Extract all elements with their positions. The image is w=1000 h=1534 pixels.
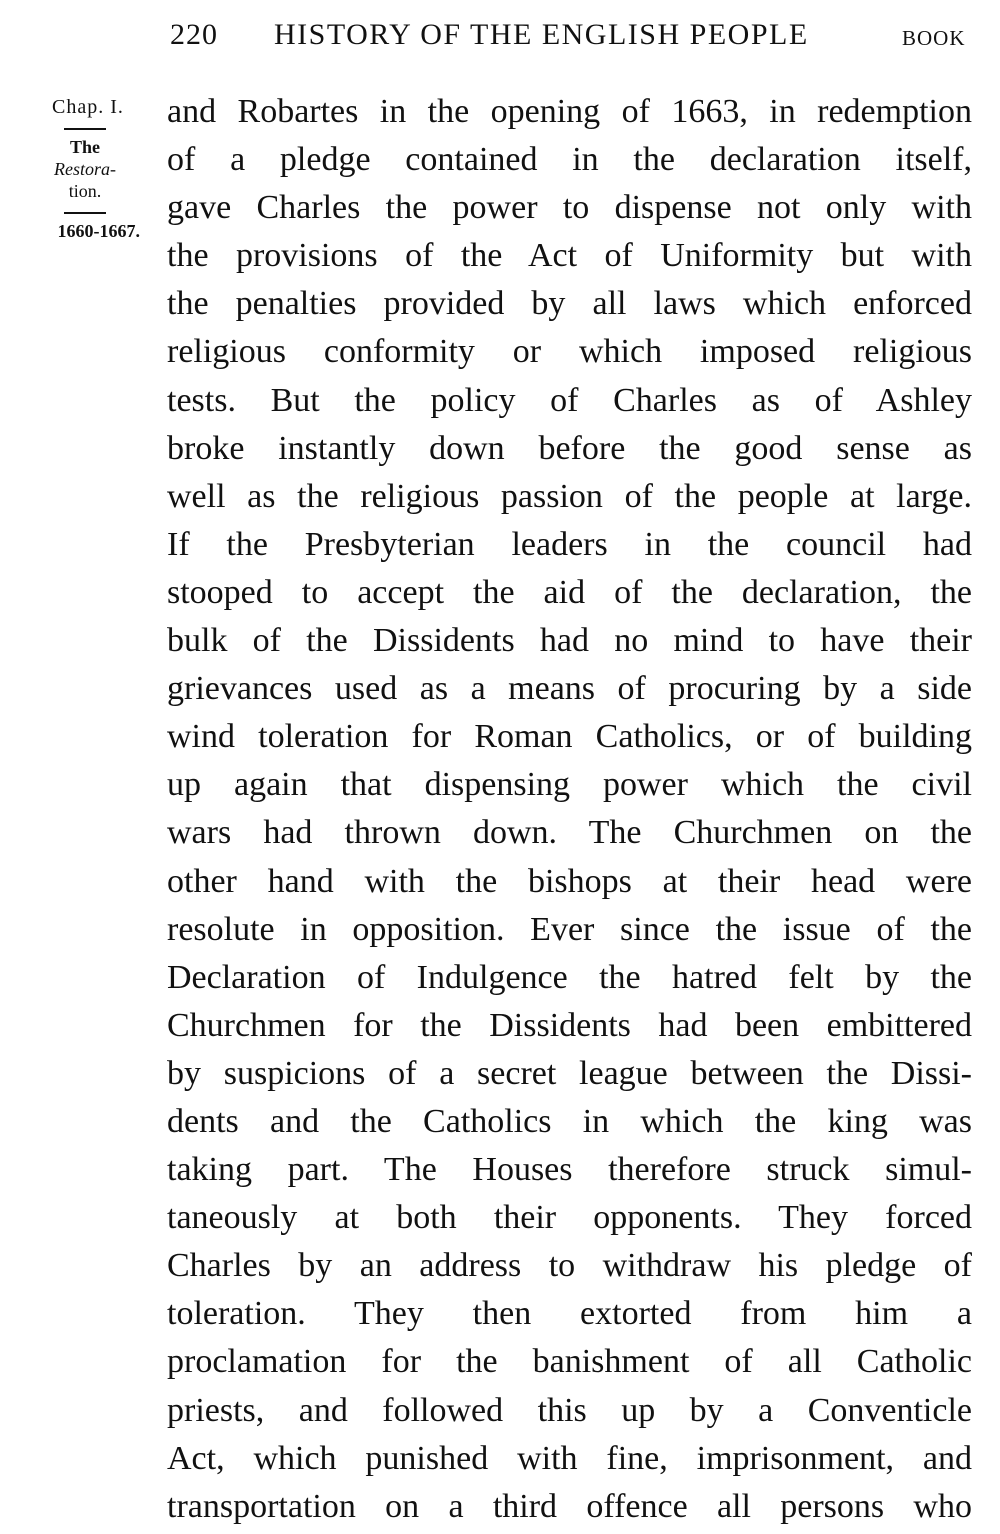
text-line: stooped to accept the aid of the declaration, the <box>167 573 972 611</box>
margin-dates: 1660-1667. <box>57 221 140 241</box>
text-line: and Robartes in the opening of 1663, in redemption <box>167 93 972 130</box>
text-line: well as the religious passion of the people at large. <box>167 477 972 515</box>
text-line: priests, and followed this up by a Conventicle <box>167 1391 972 1429</box>
text-line: other hand with the bishops at their head were <box>167 862 972 900</box>
margin-topic-line: The <box>69 137 100 157</box>
text-line: resolute in opposition. Ever since the issue of the <box>167 910 972 948</box>
text-line: wind toleration for Roman Catholics, or of building <box>167 718 972 756</box>
text-line: by suspicions of a secret league between the Dissi- <box>167 1054 972 1092</box>
text-line: taking part. The Houses therefore struck simul- <box>167 1151 972 1189</box>
margin-topic-line: Restora- <box>54 159 116 179</box>
page-number: 220 <box>170 18 218 51</box>
margin-topic-line: tion. <box>68 181 102 201</box>
margin-rule-top <box>64 128 106 130</box>
text-line: If the Presbyterian leaders in the council had <box>167 525 972 563</box>
text-line: tests. But the policy of Charles as of Ashley <box>167 381 972 419</box>
running-header <box>0 14 1000 58</box>
body-text <box>167 88 972 1531</box>
text-line: proclamation for the banishment of all Catholic <box>167 1343 972 1381</box>
text-line: Charles by an address to withdraw his pledge of <box>167 1247 972 1285</box>
margin-notes <box>30 96 140 242</box>
text-line: gave Charles the power to dispense not only with <box>167 189 972 227</box>
text-line: of a pledge contained in the declaration itself, <box>167 141 972 179</box>
margin-topic <box>30 136 140 202</box>
text-line: the provisions of the Act of Uniformity but with <box>167 237 972 275</box>
text-line: bulk of the Dissidents had no mind to have their <box>167 622 972 660</box>
running-title: HISTORY OF THE ENGLISH PEOPLE <box>274 18 809 51</box>
text-line: religious conformity or which imposed religious <box>167 333 972 371</box>
text-line: Declaration of Indulgence the hatred felt by the <box>167 958 972 996</box>
text-line: grievances used as a means of procuring by a side <box>167 670 972 708</box>
text-line: taneously at both their opponents. They forced <box>167 1199 972 1237</box>
chapter-label: Chap. I. <box>52 96 124 118</box>
margin-rule-bottom <box>64 212 106 214</box>
text-line: up again that dispensing power which the civil <box>167 766 972 804</box>
text-line: Act, which punished with fine, imprisonment, and <box>167 1439 972 1477</box>
text-line: the penalties provided by all laws which enforced <box>167 285 972 323</box>
text-line: transportation on a third offence all persons who <box>167 1487 972 1525</box>
text-line: wars had thrown down. The Churchmen on the <box>167 814 972 852</box>
text-line: toleration. They then extorted from him a <box>167 1295 972 1333</box>
text-line: dents and the Catholics in which the king was <box>167 1102 972 1140</box>
book-label: BOOK <box>902 26 966 50</box>
text-line: broke instantly down before the good sense as <box>167 429 972 467</box>
text-line: Churchmen for the Dissidents had been embittered <box>167 1006 972 1044</box>
